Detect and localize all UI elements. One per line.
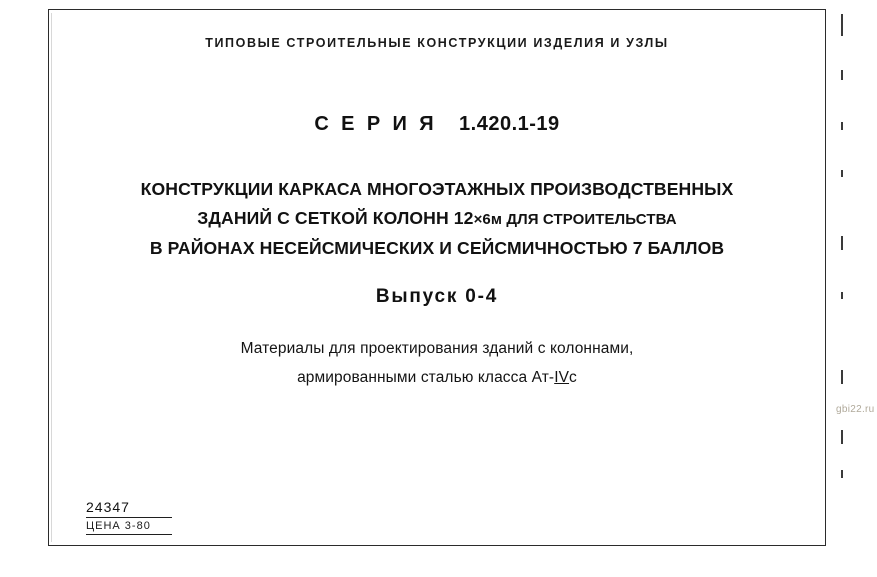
title-line-2	[48, 204, 826, 234]
subtitle-line-2	[48, 363, 826, 392]
subtitle-line-2-part-b: с	[569, 369, 577, 386]
scan-edge-tick	[841, 170, 843, 177]
document-header-line: ТИПОВЫЕ СТРОИТЕЛЬНЫЕ КОНСТРУКЦИИ ИЗДЕЛИЯ И УЗЛЫ	[205, 36, 669, 50]
title-line-2-part-a: ЗДАНИЙ С СЕТКОЙ КОЛОНН 12	[197, 208, 474, 228]
stamp-rule-bottom	[86, 534, 172, 535]
series-heading	[48, 113, 826, 136]
scan-edge-tick	[841, 122, 843, 130]
stamp-rule-top	[86, 517, 172, 518]
series-number: 1.420.1-19	[459, 113, 560, 135]
scan-edge-tick	[841, 70, 843, 80]
steel-class-grade: IV	[554, 369, 570, 386]
subtitle-line-1: Материалы для проектирования зданий с колоннами,	[240, 340, 634, 357]
subtitle-line-2-part-a: армированными сталью класса Ат-	[297, 369, 555, 386]
title-line-2-dimensions: ×6	[473, 211, 491, 228]
scan-edge-tick	[841, 14, 843, 36]
title-line-3: В РАЙОНАХ НЕСЕЙСМИЧЕСКИХ И СЕЙСМИЧНОСТЬЮ 7 БАЛЛОВ	[149, 238, 725, 258]
scan-edge-tick	[841, 470, 843, 478]
watermark-text: gbi22.ru	[836, 404, 875, 415]
document-content	[48, 9, 826, 546]
scan-edge-tick	[841, 236, 843, 250]
document-title	[48, 175, 826, 263]
issue-number: Выпуск 0-4	[375, 286, 499, 307]
scan-edge-tick	[841, 370, 843, 384]
title-line-2-part-b: м ДЛЯ СТРОИТЕЛЬСТВА	[490, 211, 677, 228]
scan-edge-tick	[841, 292, 843, 299]
document-subtitle	[48, 334, 826, 392]
scan-edge-tick	[841, 430, 843, 444]
series-label: С Е Р И Я	[314, 113, 438, 135]
title-line-1: КОНСТРУКЦИИ КАРКАСА МНОГОЭТАЖНЫХ ПРОИЗВОДСТВЕННЫХ	[140, 179, 734, 199]
bottom-left-stamp	[86, 499, 206, 535]
stamp-code: 24347	[86, 499, 130, 515]
stamp-price: ЦЕНА 3-80	[86, 520, 151, 532]
